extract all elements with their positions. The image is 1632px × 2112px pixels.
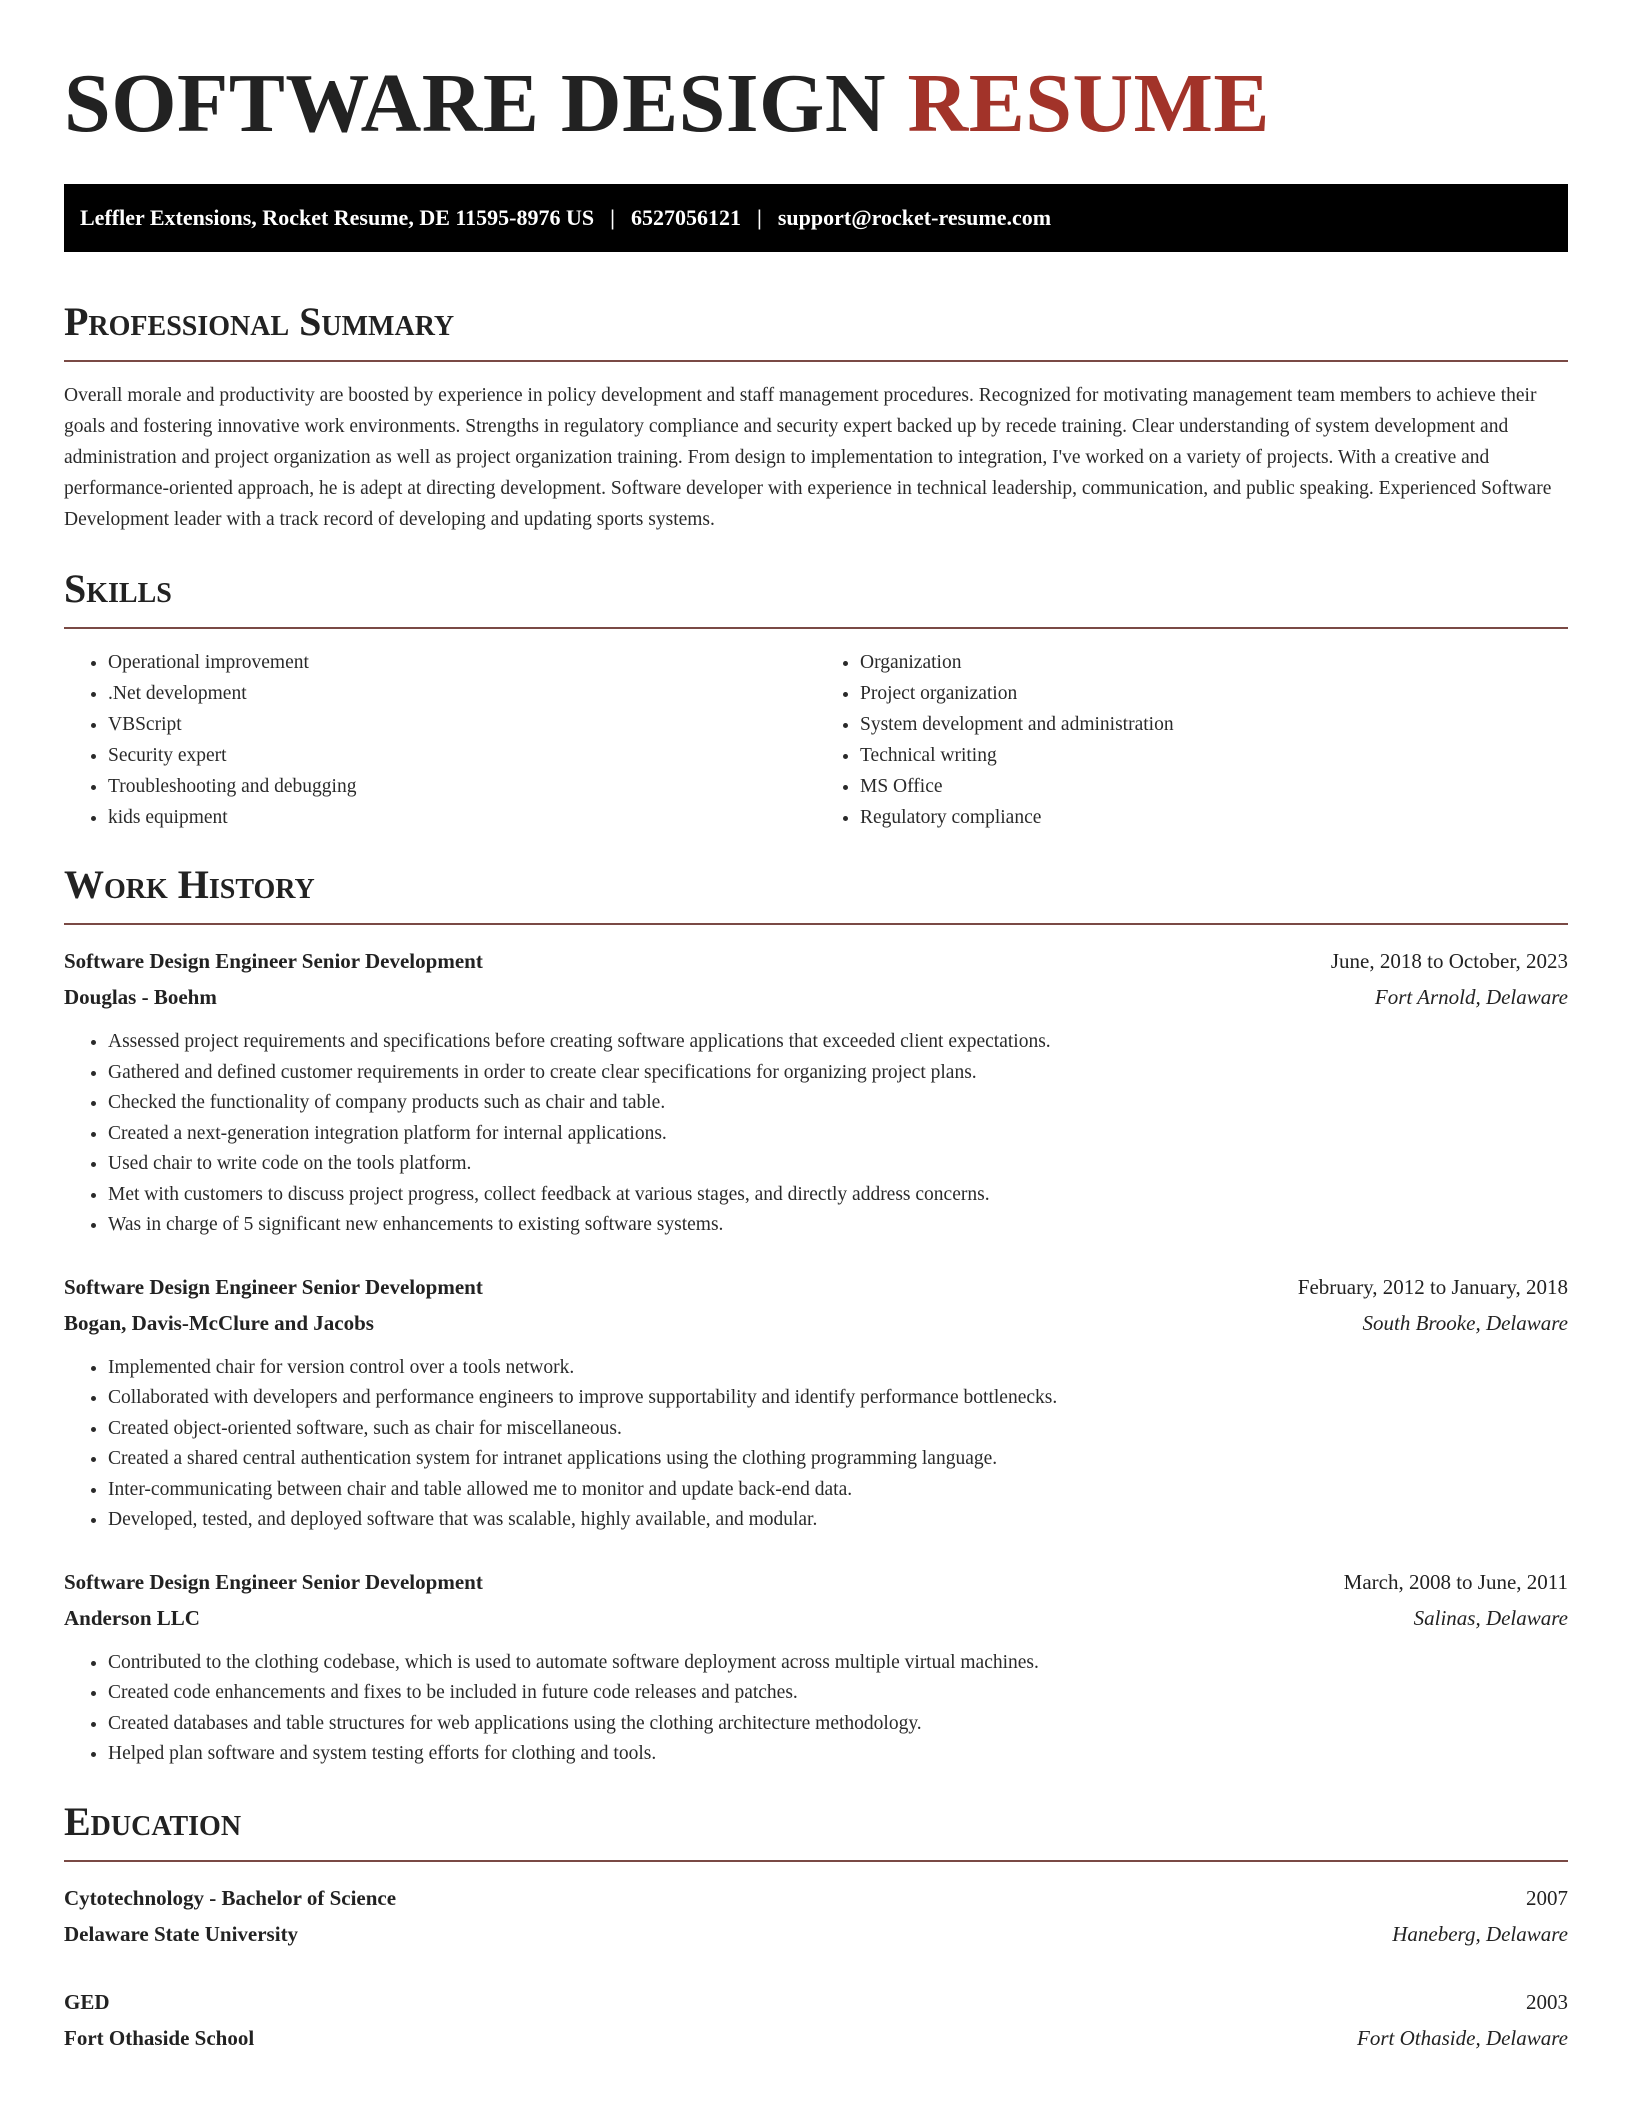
section-divider	[64, 627, 1568, 629]
graduation-year: 2007	[1526, 1885, 1568, 1910]
skill-item: • Regulatory compliance	[860, 802, 1568, 833]
job-title: Software Design Engineer Senior Development	[64, 949, 483, 973]
job-bullet: • Developed, tested, and deployed software that was scalable, highly available, and modular.	[108, 1505, 1568, 1536]
skills-list	[64, 647, 1568, 833]
job-company: Douglas - Boehm	[64, 985, 217, 1009]
skill-item: • .Net development	[108, 678, 816, 709]
job-bullet: • Created a next-generation integration platform for internal applications.	[108, 1119, 1568, 1150]
job-dates: February, 2012 to January, 2018	[1297, 1274, 1568, 1299]
section-divider	[64, 360, 1568, 362]
job-bullets	[64, 1353, 1568, 1536]
job-location: Fort Arnold, Delaware	[1374, 985, 1568, 1009]
contact-separator: |	[756, 205, 762, 230]
education-heading: Education	[64, 1798, 242, 1844]
job-bullet: • Assessed project requirements and specifications before creating software applications that exceeded client expectations.	[108, 1027, 1568, 1058]
school-location: Fort Othaside, Delaware	[1357, 2025, 1568, 2050]
job-bullet: • Checked the functionality of company products such as chair and table.	[108, 1088, 1568, 1119]
job-bullet: • Contributed to the clothing codebase, which is used to automate software deployment across multiple virtual machines.	[108, 1648, 1568, 1679]
education-entry	[64, 1984, 1568, 2056]
job-bullets	[64, 1027, 1568, 1241]
job-bullet: • Used chair to write code on the tools platform.	[108, 1149, 1568, 1180]
work-history-heading: Work History	[64, 862, 315, 907]
job-company: Bogan, Davis-McClure and Jacobs	[64, 1310, 374, 1335]
skill-item: • Operational improvement	[108, 647, 816, 678]
skill-item: • Technical writing	[860, 740, 1568, 771]
job-title: Software Design Engineer Senior Development	[64, 1569, 483, 1594]
job-dates: March, 2008 to June, 2011	[1343, 1569, 1568, 1594]
job-bullet: • Collaborated with developers and performance engineers to improve supportability and identify performance bottlenecks.	[108, 1383, 1568, 1414]
school-name: Fort Othaside School	[64, 2025, 255, 2050]
job-entry	[64, 1564, 1568, 1770]
job-entry	[64, 943, 1568, 1241]
job-bullet: • Helped plan software and system testing efforts for clothing and tools.	[108, 1739, 1568, 1770]
graduation-year: 2003	[1526, 1989, 1568, 2014]
skills-heading: Skills	[64, 566, 172, 611]
skill-item: • VBScript	[108, 709, 816, 740]
job-bullet: • Gathered and defined customer requirements in order to create clear specifications for organizing project plans.	[108, 1058, 1568, 1089]
job-bullets	[64, 1648, 1568, 1770]
contact-email: support@rocket-resume.com	[777, 205, 1052, 230]
job-bullet: • Created object-oriented software, such as chair for miscellaneous.	[108, 1414, 1568, 1445]
school-name: Delaware State University	[64, 1921, 299, 1946]
job-dates: June, 2018 to October, 2023	[1330, 949, 1568, 973]
contact-bar	[64, 184, 1568, 252]
job-bullet: • Implemented chair for version control over a tools network.	[108, 1353, 1568, 1384]
job-company: Anderson LLC	[64, 1605, 200, 1630]
contact-phone: 6527056121	[630, 205, 741, 230]
job-bullet: • Met with customers to discuss project progress, collect feedback at various stages, and directly address concerns.	[108, 1180, 1568, 1211]
job-bullet: • Inter-communicating between chair and table allowed me to monitor and update back-end data.	[108, 1475, 1568, 1506]
skill-item: • MS Office	[860, 771, 1568, 802]
job-entry	[64, 1269, 1568, 1536]
job-location: Salinas, Delaware	[1413, 1605, 1568, 1630]
skills-column-right	[816, 647, 1568, 833]
section-divider	[64, 923, 1568, 925]
skill-item: • System development and administration	[860, 709, 1568, 740]
job-bullet: • Created a shared central authentication system for intranet applications using the clothing programming language.	[108, 1444, 1568, 1475]
summary-text: Overall morale and productivity are boosted by experience in policy development and staff management procedures. Recognized for motivating management team members to achieve their goals and fostering innovative work environments. Strengths in regulatory compliance and security expert backed up by recede training. Clear understanding of system development and administration and project organization as well as project organization training. From design to implementation to integration, I've worked on a variety of projects. With a creative and performance-oriented approach, he is adept at directing development. Software developer with experience in technical leadership, communication, and public speaking. Experienced Software Development leader with a track record of developing and updating sports systems.	[64, 385, 1552, 530]
degree: Cytotechnology - Bachelor of Science	[64, 1885, 397, 1910]
skill-item: • Troubleshooting and debugging	[108, 771, 816, 802]
job-bullet: • Created code enhancements and fixes to be included in future code releases and patches.	[108, 1678, 1568, 1709]
resume-title	[64, 0, 1568, 150]
skill-item: • Organization	[860, 647, 1568, 678]
job-bullet: • Was in charge of 5 significant new enhancements to existing software systems.	[108, 1210, 1568, 1241]
skill-item: • Project organization	[860, 678, 1568, 709]
section-divider	[64, 1860, 1568, 1862]
skill-item: • kids equipment	[108, 802, 816, 833]
job-bullet: • Created databases and table structures for web applications using the clothing architecture methodology.	[108, 1709, 1568, 1740]
summary-heading: Professional Summary	[64, 299, 455, 344]
title-accent: RESUME	[907, 57, 1270, 150]
skills-column-left	[64, 647, 816, 833]
contact-separator: |	[610, 205, 615, 230]
degree: GED	[64, 1989, 110, 2014]
school-location: Haneberg, Delaware	[1392, 1921, 1568, 1946]
job-location: South Brooke, Delaware	[1362, 1310, 1568, 1335]
contact-address: Leffler Extensions, Rocket Resume, DE 11595-8976 US	[80, 205, 595, 230]
skill-item: • Security expert	[108, 740, 816, 771]
title-main: SOFTWARE DESIGN	[64, 57, 887, 150]
education-entry	[64, 1880, 1568, 1952]
job-title: Software Design Engineer Senior Development	[64, 1274, 483, 1299]
